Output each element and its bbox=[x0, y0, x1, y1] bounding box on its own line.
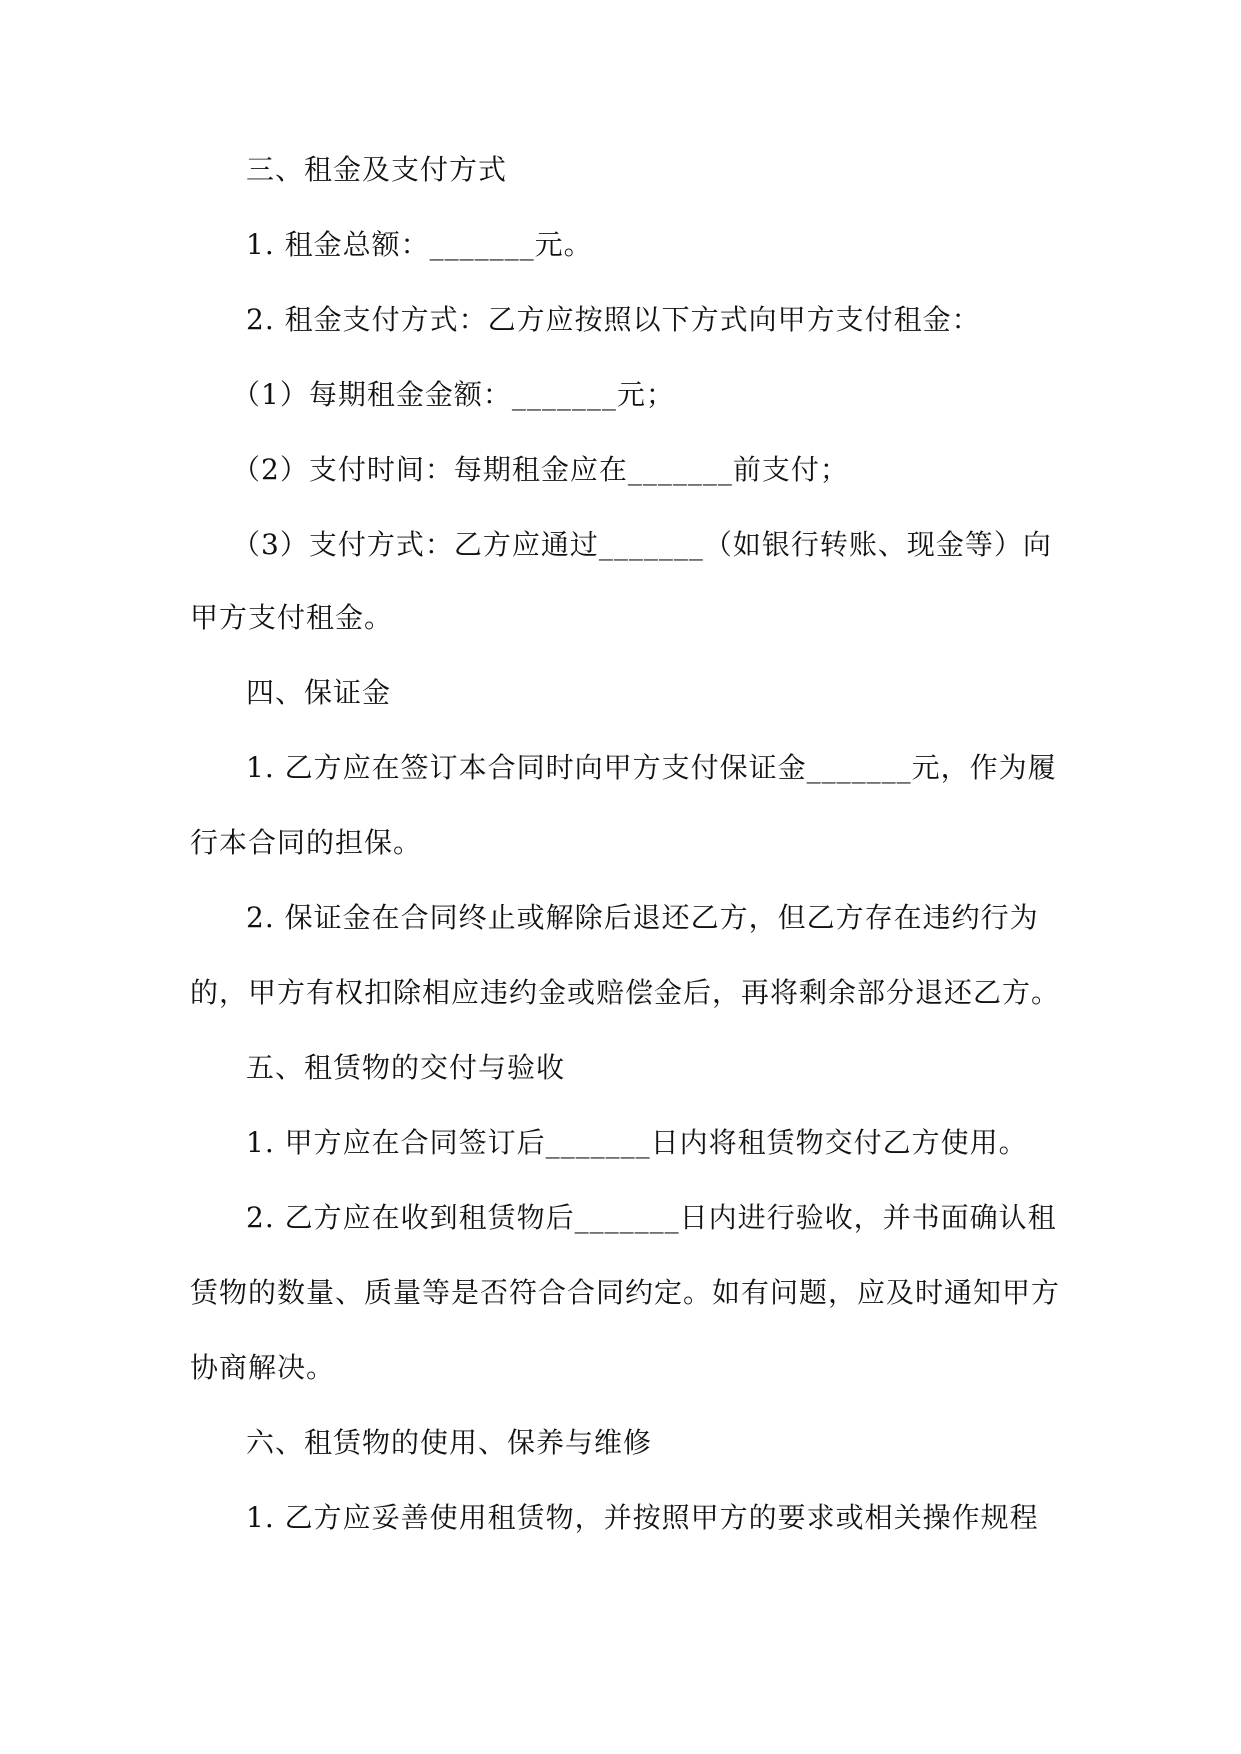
section-5-item-2-line-1: 2. 乙方应在收到租赁物后_______日内进行验收，并书面确认租 bbox=[246, 1201, 1057, 1234]
section-6-item-1-line-1: 1. 乙方应妥善使用租赁物，并按照甲方的要求或相关操作规程 bbox=[246, 1501, 1039, 1534]
section-5-heading: 五、租赁物的交付与验收 bbox=[246, 1051, 566, 1084]
section-4-heading: 四、保证金 bbox=[246, 676, 392, 709]
section-3-item-1: 1. 租金总额：_______元。 bbox=[246, 228, 593, 261]
section-3-sub-2: （2）支付时间：每期租金应在_______前支付； bbox=[232, 453, 849, 486]
section-4-item-1-line-2: 行本合同的担保。 bbox=[190, 826, 423, 859]
section-3-sub-1: （1）每期租金金额：_______元； bbox=[232, 378, 675, 411]
section-5-item-2-line-3: 协商解决。 bbox=[190, 1351, 336, 1384]
section-5-item-2-line-2: 赁物的数量、质量等是否符合合同约定。如有问题，应及时通知甲方 bbox=[190, 1276, 1061, 1309]
section-4-item-1-line-1: 1. 乙方应在签订本合同时向甲方支付保证金_______元，作为履 bbox=[246, 751, 1057, 784]
section-5-item-1: 1. 甲方应在合同签订后_______日内将租赁物交付乙方使用。 bbox=[246, 1126, 1028, 1159]
section-3-sub-3-line-2: 甲方支付租金。 bbox=[190, 601, 394, 634]
section-4-item-2-line-2: 的，甲方有权扣除相应违约金或赔偿金后，再将剩余部分退还乙方。 bbox=[190, 976, 1061, 1009]
section-3-heading: 三、租金及支付方式 bbox=[246, 153, 508, 186]
section-4-item-2-line-1: 2. 保证金在合同终止或解除后退还乙方，但乙方存在违约行为 bbox=[246, 901, 1039, 934]
section-3-item-2: 2. 租金支付方式：乙方应按照以下方式向甲方支付租金： bbox=[246, 303, 981, 336]
section-6-heading: 六、租赁物的使用、保养与维修 bbox=[246, 1426, 653, 1459]
section-3-sub-3-line-1: （3）支付方式：乙方应通过_______（如银行转账、现金等）向 bbox=[232, 528, 1052, 561]
